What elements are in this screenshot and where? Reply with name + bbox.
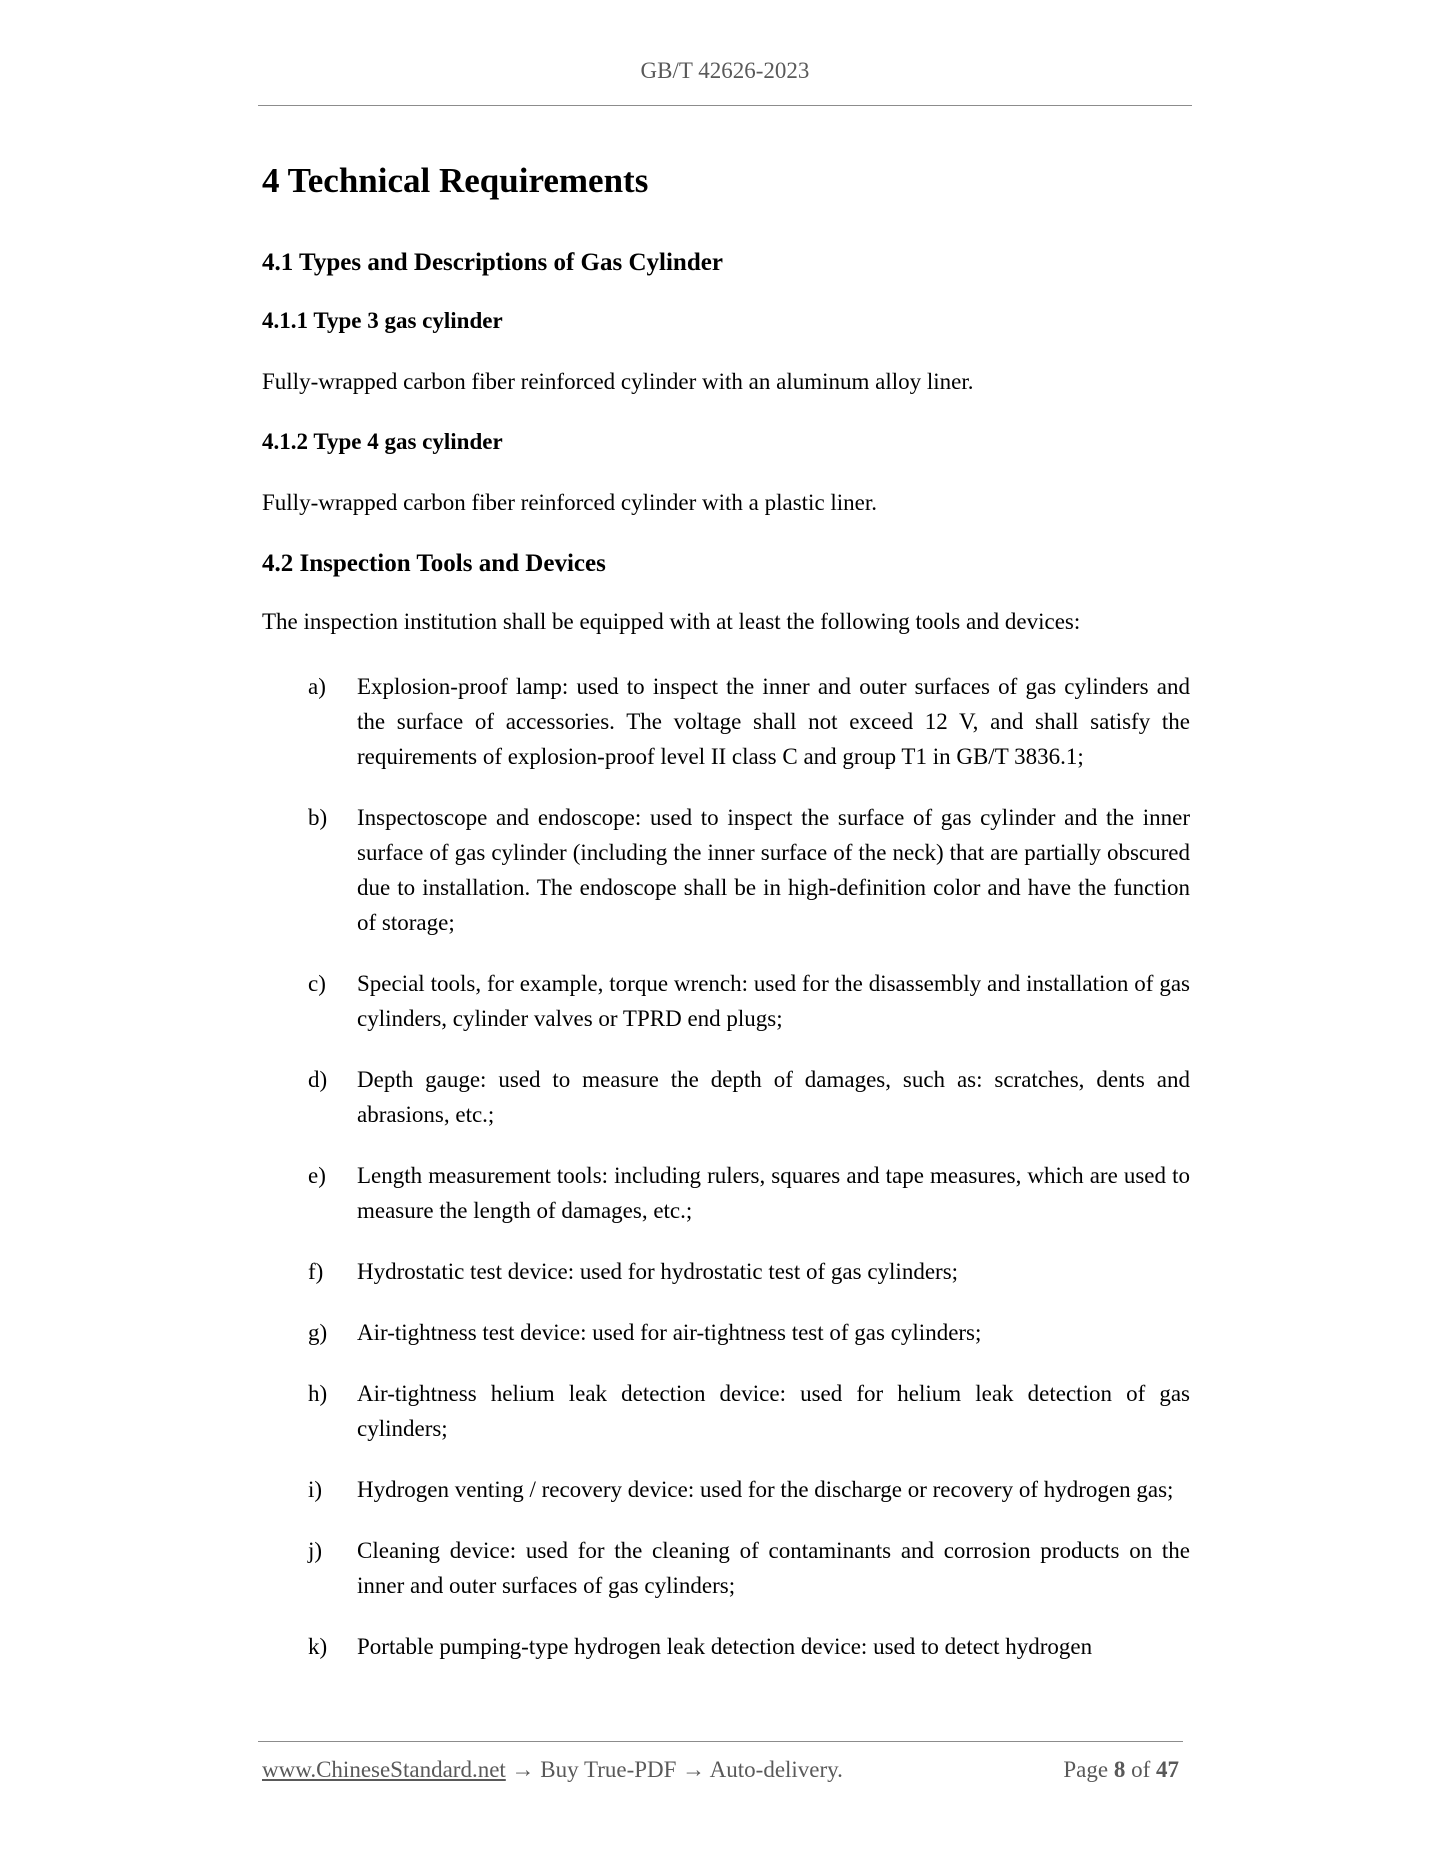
tools-list	[262, 669, 1190, 1664]
page-header: GB/T 42626-2023	[640, 58, 810, 83]
list-marker: e)	[308, 1162, 326, 1188]
list-item-j	[262, 1533, 1190, 1603]
page-current: 8	[1113, 1757, 1126, 1782]
list-marker: f)	[308, 1258, 324, 1284]
list-marker: i)	[308, 1476, 323, 1502]
list-item-b	[262, 800, 1190, 940]
list-item-h	[262, 1376, 1190, 1446]
header-divider	[258, 105, 1192, 106]
page-label: Page	[1063, 1757, 1109, 1782]
page-number	[1063, 1757, 1179, 1783]
list-marker: k)	[308, 1633, 328, 1659]
clause-text-4-1-1: Fully-wrapped carbon fiber reinforced cylinder with an aluminum alloy liner.	[262, 368, 974, 394]
clause-title-4-1-1: 4.1.1 Type 3 gas cylinder	[262, 308, 503, 333]
list-marker: d)	[308, 1066, 328, 1092]
subsection-title-4-2: 4.2 Inspection Tools and Devices	[262, 550, 606, 578]
list-text: Depth gauge: used to measure the depth of damages, such as: scratches, dents and abrasions, etc.;	[357, 1066, 1190, 1127]
list-item-e	[262, 1158, 1190, 1228]
list-item-f	[262, 1254, 1190, 1289]
list-marker: j)	[308, 1537, 323, 1563]
list-text: Special tools, for example, torque wrench: used for the disassembly and installation of gas cylinders, cylinder valves or TPRD end plugs;	[357, 970, 1190, 1031]
footer-promo-text: → Buy True-PDF → Auto-delivery.	[505, 1757, 843, 1782]
website-link[interactable]: www.ChineseStandard.net	[262, 1757, 506, 1782]
list-item-c	[262, 966, 1190, 1036]
page-footer	[262, 1757, 1183, 1783]
footer-divider	[258, 1741, 1183, 1742]
list-item-d	[262, 1062, 1190, 1132]
list-marker: b)	[308, 804, 328, 830]
clause-text-4-1-2: Fully-wrapped carbon fiber reinforced cylinder with a plastic liner.	[262, 489, 878, 515]
list-item-k	[262, 1629, 1190, 1664]
page-of-label: of	[1131, 1757, 1151, 1782]
list-text: Length measurement tools: including rulers, squares and tape measures, which are used to measure the length of damages, etc.;	[357, 1162, 1190, 1223]
page-content	[262, 160, 1190, 1690]
list-text: Cleaning device: used for the cleaning of contaminants and corrosion products on the inner and outer surfaces of gas cylinders;	[357, 1537, 1190, 1598]
page-total: 47	[1156, 1757, 1179, 1782]
list-text: Air-tightness helium leak detection device: used for helium leak detection of gas cylinders;	[357, 1380, 1190, 1441]
list-marker: c)	[308, 970, 326, 996]
list-text: Air-tightness test device: used for air-tightness test of gas cylinders;	[357, 1319, 982, 1345]
list-item-a	[262, 669, 1190, 774]
footer-promo	[262, 1757, 843, 1782]
list-text: Explosion-proof lamp: used to inspect the inner and outer surfaces of gas cylinders and the surface of accessories. The voltage shall not exceed 12 V, and shall satisfy the requirements of explosion-proof level II class C and group T1 in GB/T 3836.1;	[357, 673, 1190, 769]
list-marker: h)	[308, 1380, 328, 1406]
list-text: Portable pumping-type hydrogen leak detection device: used to detect hydrogen	[357, 1633, 1093, 1659]
list-text: Hydrostatic test device: used for hydrostatic test of gas cylinders;	[357, 1258, 959, 1284]
subsection-title-4-1: 4.1 Types and Descriptions of Gas Cylinder	[262, 249, 723, 276]
list-item-i	[262, 1472, 1190, 1507]
list-text: Hydrogen venting / recovery device: used for the discharge or recovery of hydrogen gas;	[357, 1476, 1174, 1502]
subsection-intro-4-2: The inspection institution shall be equipped with at least the following tools and devices:	[262, 609, 1081, 635]
list-item-g	[262, 1315, 1190, 1350]
list-text: Inspectoscope and endoscope: used to inspect the surface of gas cylinder and the inner surface of gas cylinder (including the inner surface of the neck) that are partially obscured due to installation. The endoscope shall be in high-definition color and have the function of storage;	[357, 804, 1190, 935]
clause-title-4-1-2: 4.1.2 Type 4 gas cylinder	[262, 429, 503, 455]
list-marker: g)	[308, 1319, 328, 1345]
section-title: 4 Technical Requirements	[262, 161, 649, 200]
list-marker: a)	[308, 673, 326, 699]
